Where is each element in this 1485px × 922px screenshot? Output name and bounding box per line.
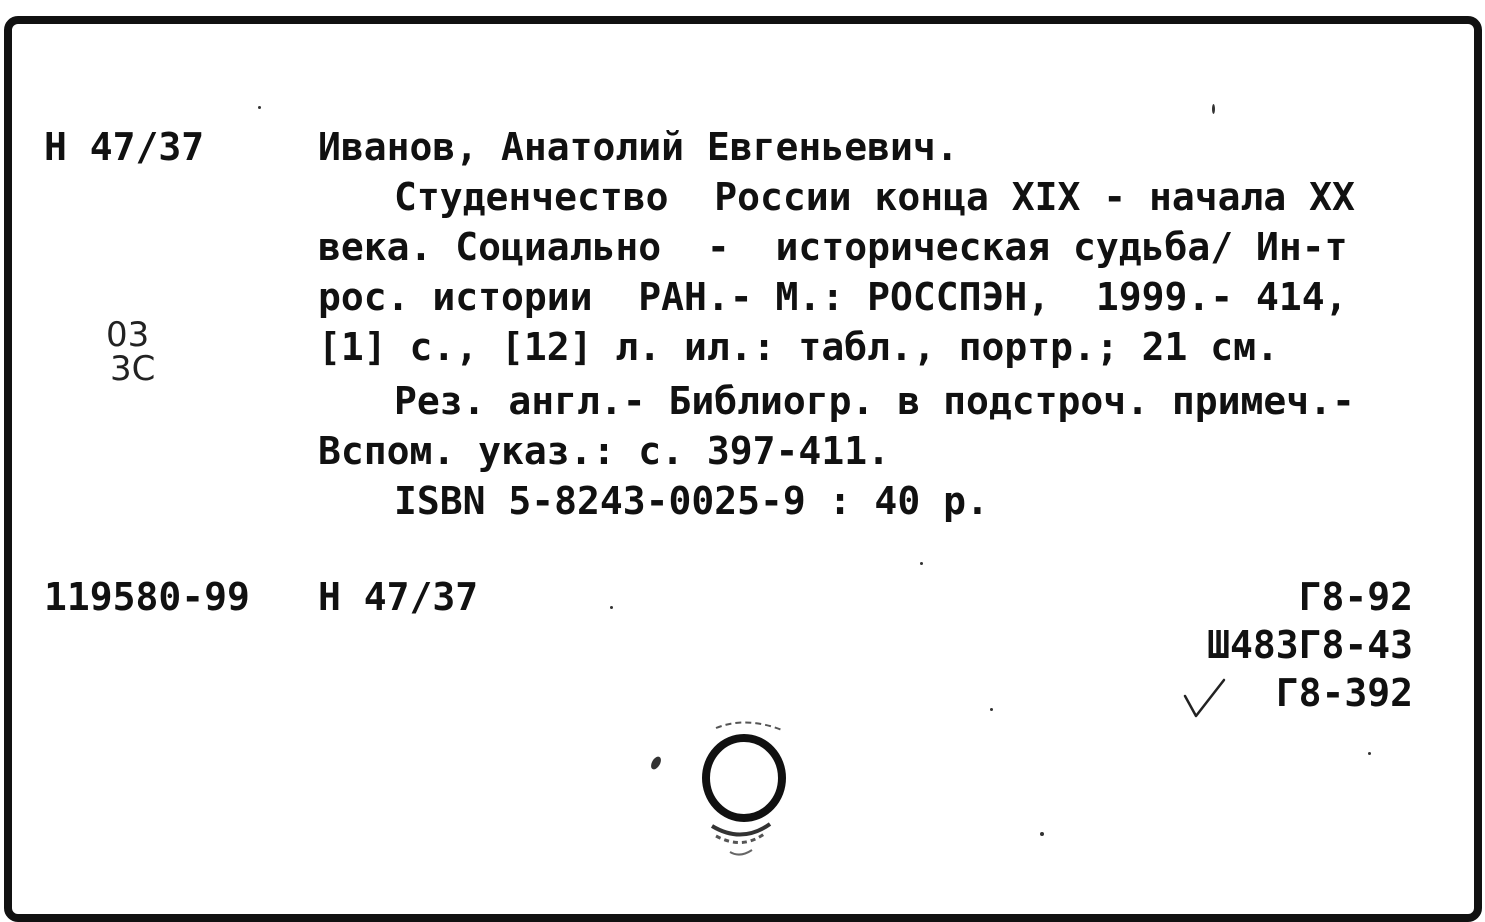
classification-code-1: Г8-92 bbox=[1298, 575, 1413, 619]
ink-speck bbox=[610, 606, 613, 609]
title-line-2: века. Социально - историческая судьба/ Ин-т bbox=[318, 225, 1348, 269]
classification-code-3: Г8-392 bbox=[1275, 671, 1413, 715]
ink-speck bbox=[1212, 104, 1215, 114]
ink-speck bbox=[1040, 832, 1044, 836]
isbn-line: ISBN 5-8243-0025-9 : 40 р. bbox=[394, 479, 989, 523]
handwritten-note-2: 3С bbox=[110, 349, 156, 389]
ink-speck bbox=[920, 562, 923, 565]
ink-speck bbox=[1368, 752, 1371, 755]
title-line-3: рос. истории РАН.- М.: РОССПЭН, 1999.- 414, bbox=[318, 275, 1348, 319]
punch-hole-icon bbox=[694, 718, 804, 868]
author-name: Иванов, Анатолий Евгеньевич. bbox=[318, 125, 959, 169]
ink-speck bbox=[258, 106, 261, 109]
classification-code-2: Ш483Г8-43 bbox=[1207, 623, 1413, 667]
call-number: Н 47/37 bbox=[44, 125, 205, 169]
inventory-number: 119580-99 bbox=[44, 575, 250, 619]
notes-line-1: Рез. англ.- Библиогр. в подстроч. примеч.- bbox=[394, 379, 1355, 423]
title-line-1: Студенчество России конца XIX - начала XX bbox=[394, 175, 1355, 219]
check-mark-icon bbox=[1182, 676, 1228, 722]
handwritten-note-1: 03 bbox=[106, 315, 150, 355]
notes-line-2: Вспом. указ.: с. 397-411. bbox=[318, 429, 890, 473]
ink-speck bbox=[990, 708, 993, 711]
call-number-repeat: Н 47/37 bbox=[318, 575, 479, 619]
title-line-4: [1] с., [12] л. ил.: табл., портр.; 21 см. bbox=[318, 325, 1279, 369]
